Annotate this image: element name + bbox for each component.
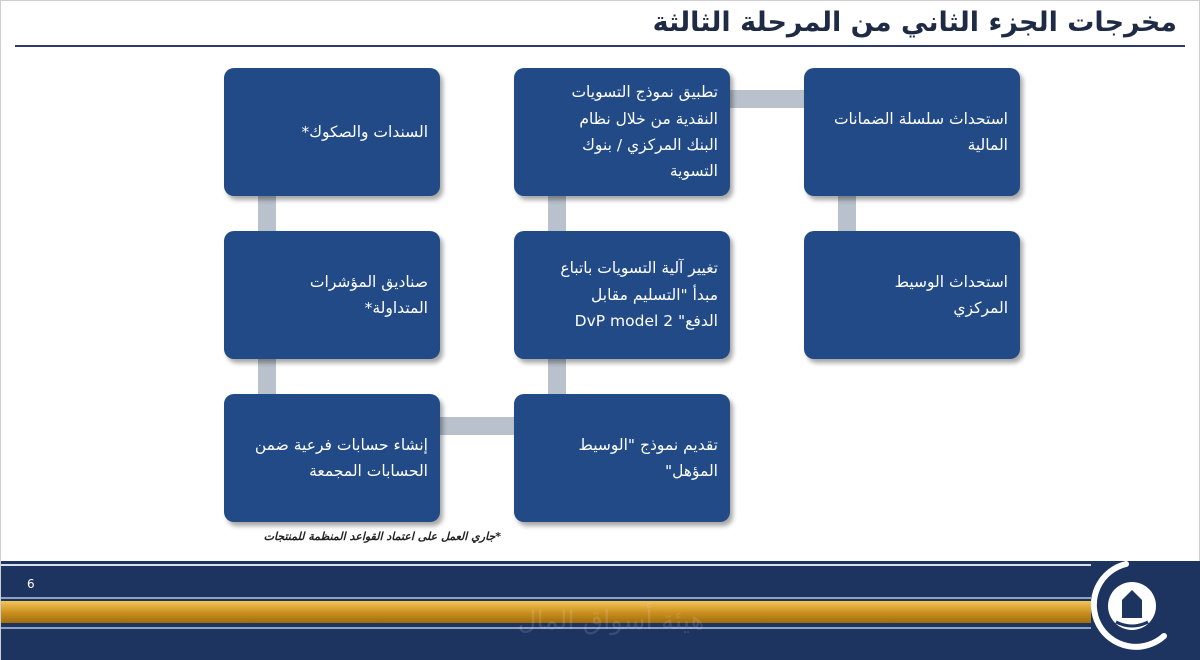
box-label: صناديق المؤشرات المتداولة*: [309, 272, 428, 317]
box-label: تطبيق نموذج التسويات النقدية من خلال نظام البنك المركزي / بنوك التسوية: [571, 83, 718, 181]
box-sub-accounts: [224, 394, 440, 522]
connector-col3-vertical-upper: [258, 196, 276, 232]
box-label: السندات والصكوك*: [301, 122, 428, 141]
box-label: استحداث سلسلة الضمانات المالية: [833, 109, 1008, 154]
connector-col1-col2-top: [730, 90, 804, 108]
box-label: تقديم نموذج "الوسيط المؤهل": [578, 435, 718, 480]
title-underline: [15, 45, 1185, 47]
footer-stripe: [1, 564, 1091, 566]
box-financial-collateral-chain: [804, 68, 1020, 196]
box-label: إنشاء حسابات فرعية ضمن الحسابات المجمعة: [254, 435, 428, 480]
box-dvp-settlement: [514, 231, 730, 359]
cma-logo-icon: [1086, 556, 1176, 656]
box-label: تغيير آلية التسويات باتباع مبدأ "التسليم مقابل الدفع" DvP model 2: [560, 259, 718, 331]
footnote: *جاري العمل على اعتماد القواعد المنظمة للمنتجات: [263, 530, 501, 543]
box-central-counterparty: [804, 231, 1020, 359]
connector-col2-vertical-lower: [548, 359, 566, 395]
connector-col2-col3-bottom: [440, 417, 514, 435]
page-number: 6: [27, 577, 35, 591]
connector-col1-vertical: [838, 196, 856, 232]
box-label: استحداث الوسيط المركزي: [894, 272, 1008, 317]
slide-title: مخرجات الجزء الثاني من المرحلة الثالثة: [652, 7, 1177, 38]
connector-col3-vertical-lower: [258, 359, 276, 395]
box-qualified-broker: [514, 394, 730, 522]
watermark: هيئة أسواق المال: [517, 606, 705, 636]
box-etfs: [224, 231, 440, 359]
footer-stripe: [1, 597, 1091, 599]
box-cash-settlement-model: [514, 68, 730, 196]
connector-col2-vertical-upper: [548, 196, 566, 232]
box-bonds-sukuk: [224, 68, 440, 196]
